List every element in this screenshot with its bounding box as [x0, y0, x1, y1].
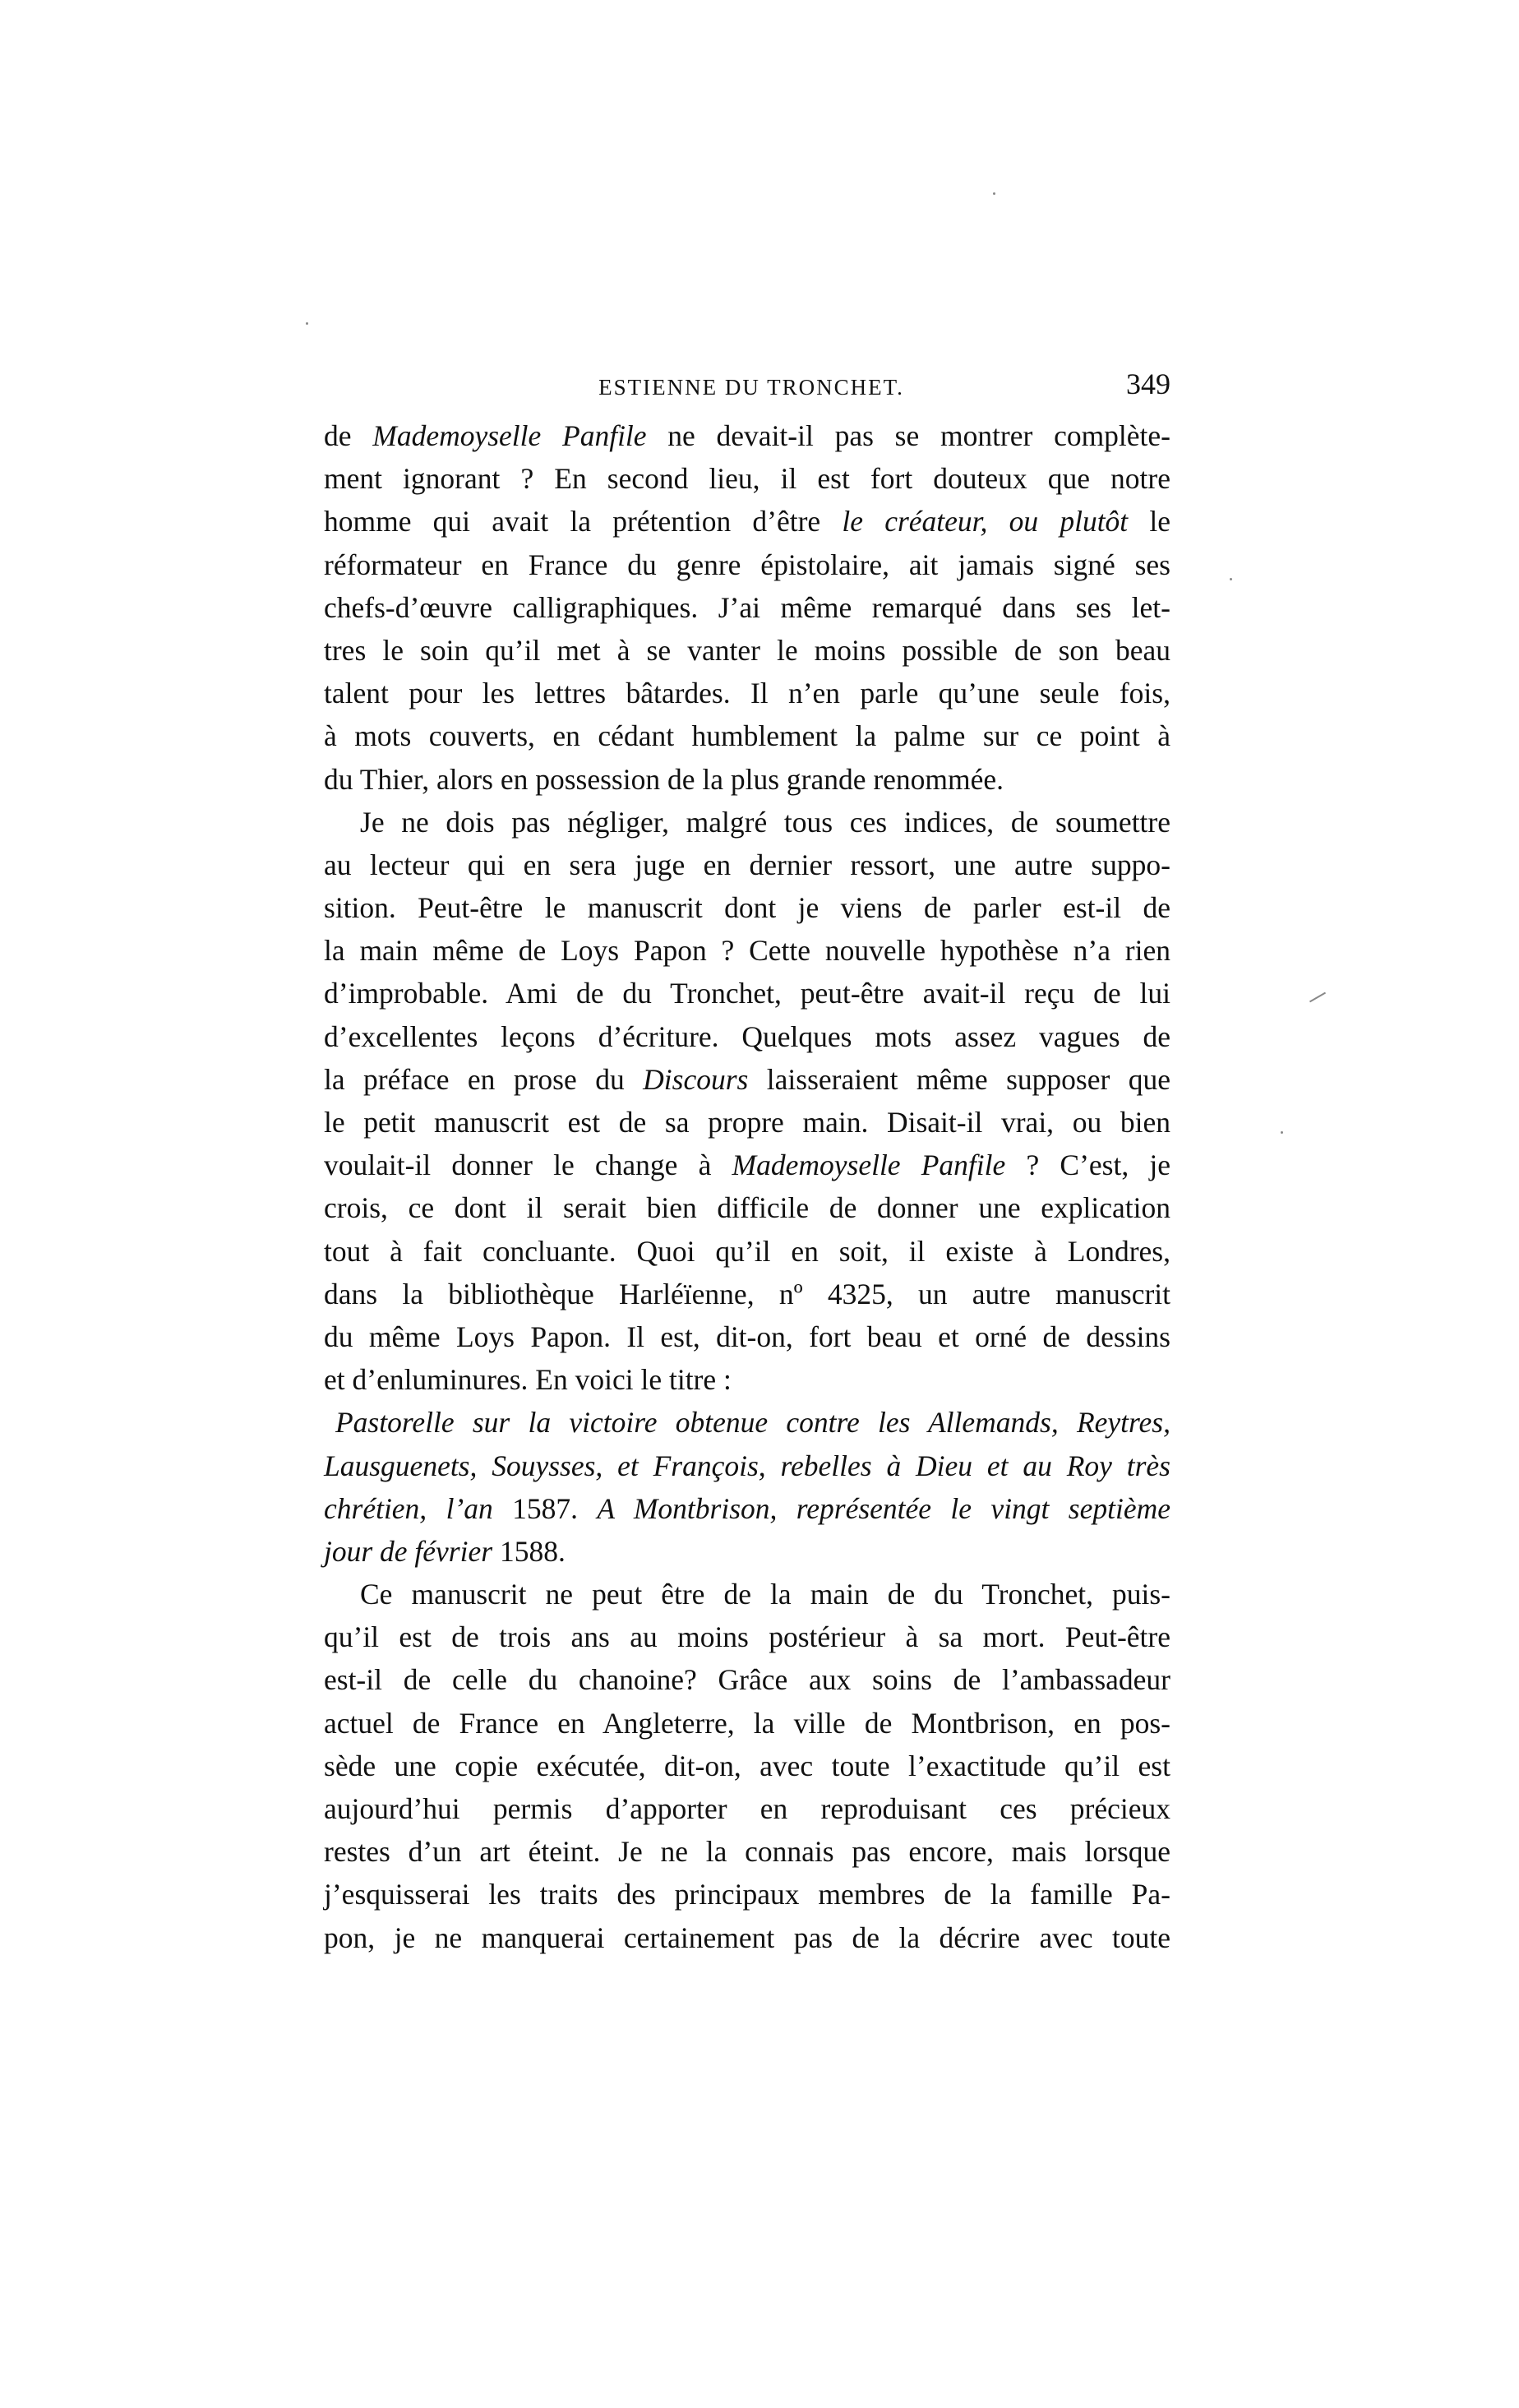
text-line	[324, 457, 1170, 500]
text-segment: à mots couverts, en cédant humblement la palme sur ce point à	[324, 719, 1170, 753]
text-line	[324, 1144, 1170, 1186]
text-segment: sition. Peut-être le manuscrit dont je viens de parler est-il de	[324, 891, 1170, 925]
text-line	[324, 843, 1170, 886]
text-segment: ment ignorant ? En second lieu, il est fort douteux que notre	[324, 462, 1170, 496]
text-segment: ? C’est, je	[1005, 1149, 1171, 1182]
text-segment: Je ne dois pas négliger, malgré tous ces indices, de soumettre	[360, 805, 1170, 839]
text-segment: au lecteur qui en sera juge en dernier ressort, une autre suppo-	[324, 848, 1170, 881]
text-line	[324, 1873, 1170, 1916]
text-line	[324, 586, 1170, 629]
text-line	[324, 1830, 1170, 1873]
text-line	[324, 972, 1170, 1015]
text-line	[324, 714, 1170, 757]
text-segment: le	[1128, 505, 1170, 538]
italic-text: Pastorelle sur la victoire obtenue contre les Allemands, Reytres,	[335, 1406, 1170, 1440]
text-line	[324, 1315, 1170, 1358]
text-segment: sède une copie exécutée, dit-on, avec toute l’exactitude qu’il est	[324, 1749, 1170, 1782]
text-line	[324, 543, 1170, 586]
text-line	[324, 1916, 1170, 1959]
scan-mark	[1309, 992, 1326, 1003]
text-segment: laisseraient même supposer que	[748, 1062, 1170, 1096]
italic-text: jour de février	[324, 1534, 500, 1568]
text-line	[324, 886, 1170, 929]
text-segment: homme qui avait la prétention d’être	[324, 505, 843, 538]
text-line	[324, 414, 1170, 457]
text-segment: tout à fait concluante. Quoi qu’il en soit, il existe à Londres,	[324, 1234, 1170, 1268]
text-segment: le petit manuscrit est de sa propre main. Disait-il vrai, ou bien	[324, 1106, 1170, 1139]
text-segment: 1587.	[512, 1491, 598, 1525]
text-line	[324, 1186, 1170, 1229]
text-line	[324, 1230, 1170, 1273]
text-line	[324, 1015, 1170, 1058]
text-line	[324, 1273, 1170, 1315]
text-segment: voulait-il donner le change à	[324, 1149, 732, 1182]
text-segment: de	[324, 419, 373, 452]
scan-speck	[993, 192, 995, 195]
text-segment: Ce manuscrit ne peut être de la main de du Tronchet, puis-	[360, 1578, 1170, 1611]
text-line	[324, 1702, 1170, 1745]
page-number: 349	[1126, 367, 1170, 400]
text-line	[324, 500, 1170, 543]
body-text	[324, 414, 1170, 1959]
text-line	[324, 1530, 1170, 1573]
text-segment: chefs-d’œuvre calligraphiques. J’ai même remarqué dans ses let-	[324, 590, 1170, 624]
text-line	[324, 1745, 1170, 1787]
text-segment: talent pour les lettres bâtardes. Il n’en parle qu’une seule fois,	[324, 677, 1170, 710]
text-segment: crois, ce dont il serait bien difficile de donner une explication	[324, 1191, 1170, 1225]
italic-text: A Montbrison, représentée le vingt septième	[597, 1491, 1171, 1525]
text-line	[324, 1487, 1170, 1530]
text-segment: du même Loys Papon. Il est, dit-on, fort beau et orné de dessins	[324, 1320, 1170, 1353]
scan-speck	[306, 322, 308, 325]
text-line	[324, 1401, 1170, 1444]
text-line	[324, 801, 1170, 843]
italic-text: le créateur, ou plutôt	[842, 505, 1129, 538]
text-line	[324, 929, 1170, 972]
text-segment: actuel de France en Angleterre, la ville de Montbrison, en pos-	[324, 1706, 1170, 1740]
text-segment: j’esquisserai les traits des principaux membres de la famille Pa-	[324, 1878, 1170, 1911]
italic-text: Mademoyselle Panfile	[732, 1149, 1006, 1182]
text-segment: ne devait-il pas se montrer complète-	[646, 419, 1170, 452]
running-head	[324, 367, 1170, 406]
text-segment: est-il de celle du chanoine? Grâce aux soins de l’ambassadeur	[324, 1663, 1170, 1697]
text-line	[324, 1573, 1170, 1615]
text-segment: la préface en prose du	[324, 1062, 644, 1096]
italic-text: Mademoyselle Panfile	[372, 419, 647, 452]
text-segment: pon, je ne manquerai certainement pas de la décrire avec toute	[324, 1920, 1170, 1954]
text-line	[324, 1058, 1170, 1101]
text-segment: tres le soin qu’il met à se vanter le moins possible de son beau	[324, 633, 1170, 667]
text-segment: réformateur en France du genre épistolaire, ait jamais signé ses	[324, 548, 1170, 581]
text-segment: aujourd’hui permis d’apporter en reproduisant ces précieux	[324, 1792, 1170, 1825]
text-segment: dans la bibliothèque Harléïenne, nº 4325, un autre manuscrit	[324, 1277, 1170, 1310]
text-segment: d’improbable. Ami de du Tronchet, peut-être avait-il reçu de lui	[324, 977, 1170, 1010]
italic-text: Lausguenets, Souysses, et François, rebelles à Dieu et au Roy très	[324, 1449, 1170, 1482]
text-line	[324, 1444, 1170, 1487]
text-segment: du Thier, alors en possession de la plus grande renommée.	[324, 762, 1004, 796]
text-line	[324, 1658, 1170, 1701]
text-segment: qu’il est de trois ans au moins postérieur à sa mort. Peut-être	[324, 1620, 1170, 1654]
italic-text: chrétien, l’an	[324, 1491, 513, 1525]
text-line	[324, 629, 1170, 672]
text-segment: 1588.	[499, 1534, 566, 1568]
text-line	[324, 672, 1170, 714]
italic-text: Discours	[643, 1062, 749, 1096]
text-segment: d’excellentes leçons d’écriture. Quelques mots assez vagues de	[324, 1019, 1170, 1053]
text-line	[324, 1787, 1170, 1830]
text-line	[324, 1101, 1170, 1144]
text-segment: la main même de Loys Papon ? Cette nouvelle hypothèse n’a rien	[324, 934, 1170, 968]
text-segment: et d’enluminures. En voici le titre :	[324, 1363, 732, 1397]
text-line	[324, 1358, 1170, 1401]
scan-speck	[1281, 1131, 1283, 1134]
scan-speck	[1230, 578, 1232, 580]
text-segment: restes d’un art éteint. Je ne la connais pas encore, mais lorsque	[324, 1835, 1170, 1869]
text-line	[324, 1615, 1170, 1658]
running-title: ESTIENNE DU TRONCHET.	[598, 375, 904, 400]
text-line	[324, 758, 1170, 801]
